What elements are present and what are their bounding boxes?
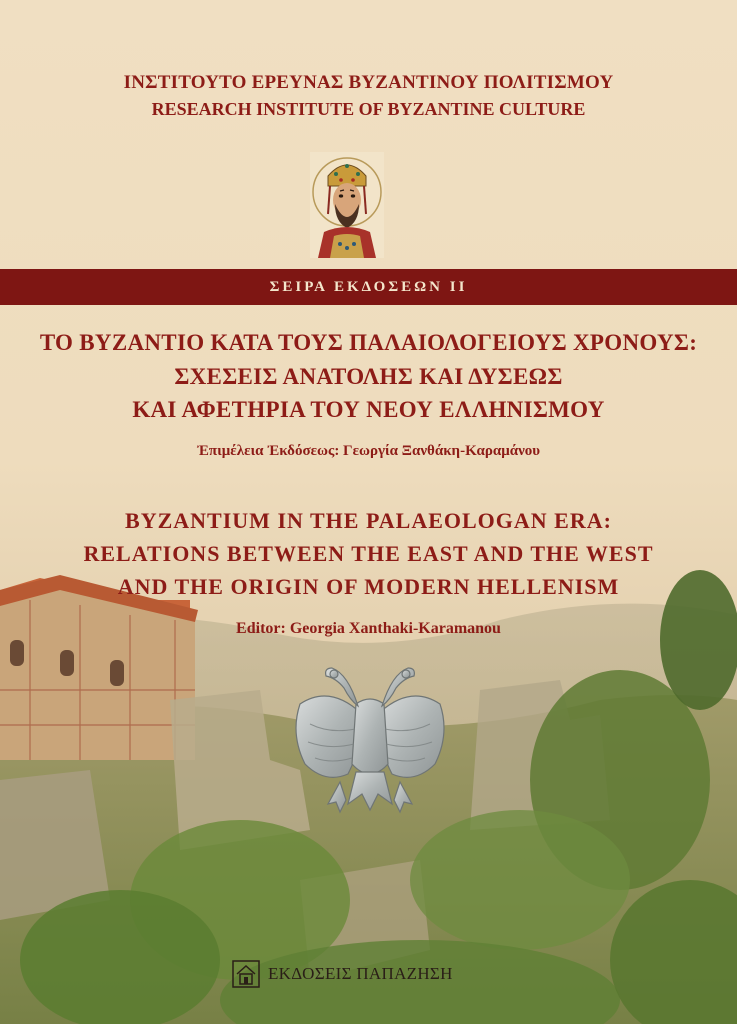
editor-greek: Ἐπιμέλεια Ἐκδόσεως: Γεωργία Ξανθάκη-Καραμάνου [196, 443, 541, 459]
series-band [0, 269, 737, 305]
publisher-house-icon [232, 960, 260, 988]
emperor-portrait-image [310, 152, 384, 258]
title-greek-line-1: ΤΟ ΒΥΖΑΝΤΙΟ ΚΑΤΑ ΤΟΥΣ ΠΑΛΑΙΟΛΟΓΕΙΟΥΣ ΧΡΟΝΟΥΣ: [39, 330, 698, 355]
title-greek-line-2: ΣΧΕΣΕΙΣ ΑΝΑΤΟΛΗΣ ΚΑΙ ΔΥΣΕΩΣ [174, 364, 563, 389]
title-english-line-3: AND THE ORIGIN OF MODERN HELLENISM [117, 574, 620, 599]
publisher-name: ΕΚΔΟΣΕΙΣ ΠΑΠΑΖΗΣΗ [268, 964, 453, 983]
institute-name-english: RESEARCH INSTITUTE OF BYZANTINE CULTURE [151, 99, 586, 119]
double-headed-eagle-emblem [270, 654, 470, 824]
title-greek-line-3: ΚΑΙ ΑΦΕΤΗΡΙΑ ΤΟΥ ΝΕΟΥ ΕΛΛΗΝΙΣΜΟΥ [132, 397, 605, 422]
publisher-block [232, 958, 453, 990]
institute-name-greek: ΙΝΣΤΙΤΟΥΤΟ ΕΡΕΥΝΑΣ ΒΥΖΑΝΤΙΝΟΥ ΠΟΛΙΤΙΣΜΟΥ [123, 72, 614, 93]
title-english-line-2: RELATIONS BETWEEN THE EAST AND THE WEST [83, 541, 654, 566]
title-english-line-1: BYZANTIUM IN THE PALAEOLOGAN ERA: [125, 508, 612, 533]
series-label: ΣΕΙΡΑ ΕΚΔΟΣΕΩΝ ΙΙ [269, 279, 468, 295]
editor-english: Editor: Georgia Xanthaki-Karamanou [236, 620, 501, 637]
